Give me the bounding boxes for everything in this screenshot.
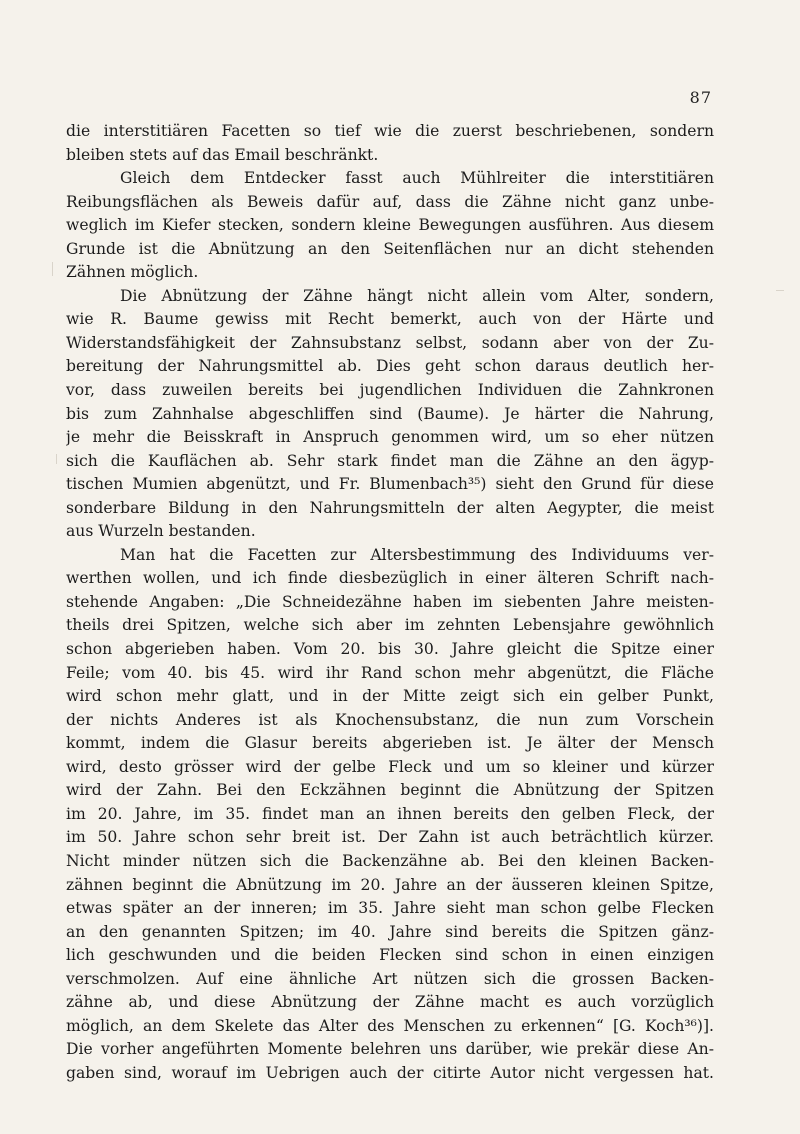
scan-mark xyxy=(56,454,57,464)
text-line: vor, dass zuweilen bereits bei jugendlichen Individuen die Zahnkronen xyxy=(66,381,714,400)
text-line: zähne ab, und diese Abnützung der Zähne macht es auch vorzüglich xyxy=(66,993,714,1012)
text-line: wird der Zahn. Bei den Eckzähnen beginnt die Abnützung der Spitzen xyxy=(66,781,714,800)
text-line: Die vorher angeführten Momente belehren uns darüber, wie prekär diese An- xyxy=(66,1040,714,1059)
page-number: 87 xyxy=(689,88,712,107)
text-line: Gleich dem Entdecker fasst auch Mühlreiter die interstitiären xyxy=(120,169,714,188)
text-line: Grunde ist die Abnützung an den Seitenflächen nur an dicht stehenden xyxy=(66,239,714,258)
text-line: an den genannten Spitzen; im 40. Jahre sind bereits die Spitzen gänz- xyxy=(66,922,714,941)
text-line: bleiben stets auf das Email beschränkt. xyxy=(66,145,379,164)
text-line: Widerstandsfähigkeit der Zahnsubstanz selbst, sodann aber von der Zu- xyxy=(66,333,714,352)
text-line: wird schon mehr glatt, und in der Mitte zeigt sich ein gelber Punkt, xyxy=(66,687,714,706)
body-text xyxy=(66,120,714,1085)
text-line: die interstitiären Facetten so tief wie die zuerst beschriebenen, sondern xyxy=(66,122,714,140)
text-line: aus Wurzeln bestanden. xyxy=(66,522,256,541)
text-line: Die Abnützung der Zähne hängt nicht allein vom Alter, sondern, xyxy=(120,286,714,305)
text-line: etwas später an der inneren; im 35. Jahre sieht man schon gelbe Flecken xyxy=(66,899,714,918)
scan-mark xyxy=(52,262,53,276)
text-line: werthen wollen, und ich finde diesbezüglich in einer älteren Schrift nach- xyxy=(66,569,714,588)
text-line: Zähnen möglich. xyxy=(66,263,199,282)
text-line: wie R. Baume gewiss mit Recht bemerkt, auch von der Härte und xyxy=(66,310,714,329)
scan-mark xyxy=(776,290,784,291)
text-line: verschmolzen. Auf eine ähnliche Art nützen sich die grossen Backen- xyxy=(66,969,714,988)
text-line: schon abgerieben haben. Vom 20. bis 30. Jahre gleicht die Spitze einer xyxy=(66,640,714,659)
text-line: der nichts Anderes ist als Knochensubstanz, die nun zum Vorschein xyxy=(66,710,714,729)
text-line: lich geschwunden und die beiden Flecken sind schon in einen einzigen xyxy=(66,946,714,965)
text-line: Nicht minder nützen sich die Backenzähne ab. Bei den kleinen Backen- xyxy=(66,851,714,870)
text-line: tischen Mumien abgenützt, und Fr. Blumenbach³⁵) sieht den Grund für diese xyxy=(66,475,714,494)
text-line: stehende Angaben: „Die Schneidezähne haben im siebenten Jahre meisten- xyxy=(66,592,714,611)
text-line: im 20. Jahre, im 35. findet man an ihnen bereits den gelben Fleck, der xyxy=(66,804,714,823)
text-line: im 50. Jahre schon sehr breit ist. Der Zahn ist auch beträchtlich kürzer. xyxy=(66,828,714,847)
text-line: wird, desto grösser wird der gelbe Fleck und um so kleiner und kürzer xyxy=(66,757,714,776)
text-line: Feile; vom 40. bis 45. wird ihr Rand schon mehr abgenützt, die Fläche xyxy=(66,663,714,682)
text-line: kommt, indem die Glasur bereits abgerieben ist. Je älter der Mensch xyxy=(66,734,714,753)
text-line: weglich im Kiefer stecken, sondern kleine Bewegungen ausführen. Aus diesem xyxy=(66,216,714,235)
text-line: Man hat die Facetten zur Altersbestimmung des Individuums ver- xyxy=(120,545,714,564)
text-line: bis zum Zahnhalse abgeschliffen sind (Baume). Je härter die Nahrung, xyxy=(66,404,714,423)
text-line: möglich, an dem Skelete das Alter des Menschen zu erkennen“ [G. Koch³⁶)]. xyxy=(66,1016,714,1035)
text-line: theils drei Spitzen, welche sich aber im zehnten Lebensjahre gewöhnlich xyxy=(66,616,714,635)
text-line: sonderbare Bildung in den Nahrungsmitteln der alten Aegypter, die meist xyxy=(66,498,714,517)
text-line: Reibungsflächen als Beweis dafür auf, dass die Zähne nicht ganz unbe- xyxy=(66,192,714,211)
text-line: bereitung der Nahrungsmittel ab. Dies geht schon daraus deutlich her- xyxy=(66,357,714,376)
text-line: sich die Kauflächen ab. Sehr stark findet man die Zähne an den ägyp- xyxy=(66,451,714,470)
text-line: zähnen beginnt die Abnützung im 20. Jahre an der äusseren kleinen Spitze, xyxy=(66,875,714,894)
text-line: je mehr die Beisskraft in Anspruch genommen wird, um so eher nützen xyxy=(66,428,714,447)
text-line: gaben sind, worauf im Uebrigen auch der citirte Autor nicht vergessen hat. xyxy=(66,1063,714,1082)
